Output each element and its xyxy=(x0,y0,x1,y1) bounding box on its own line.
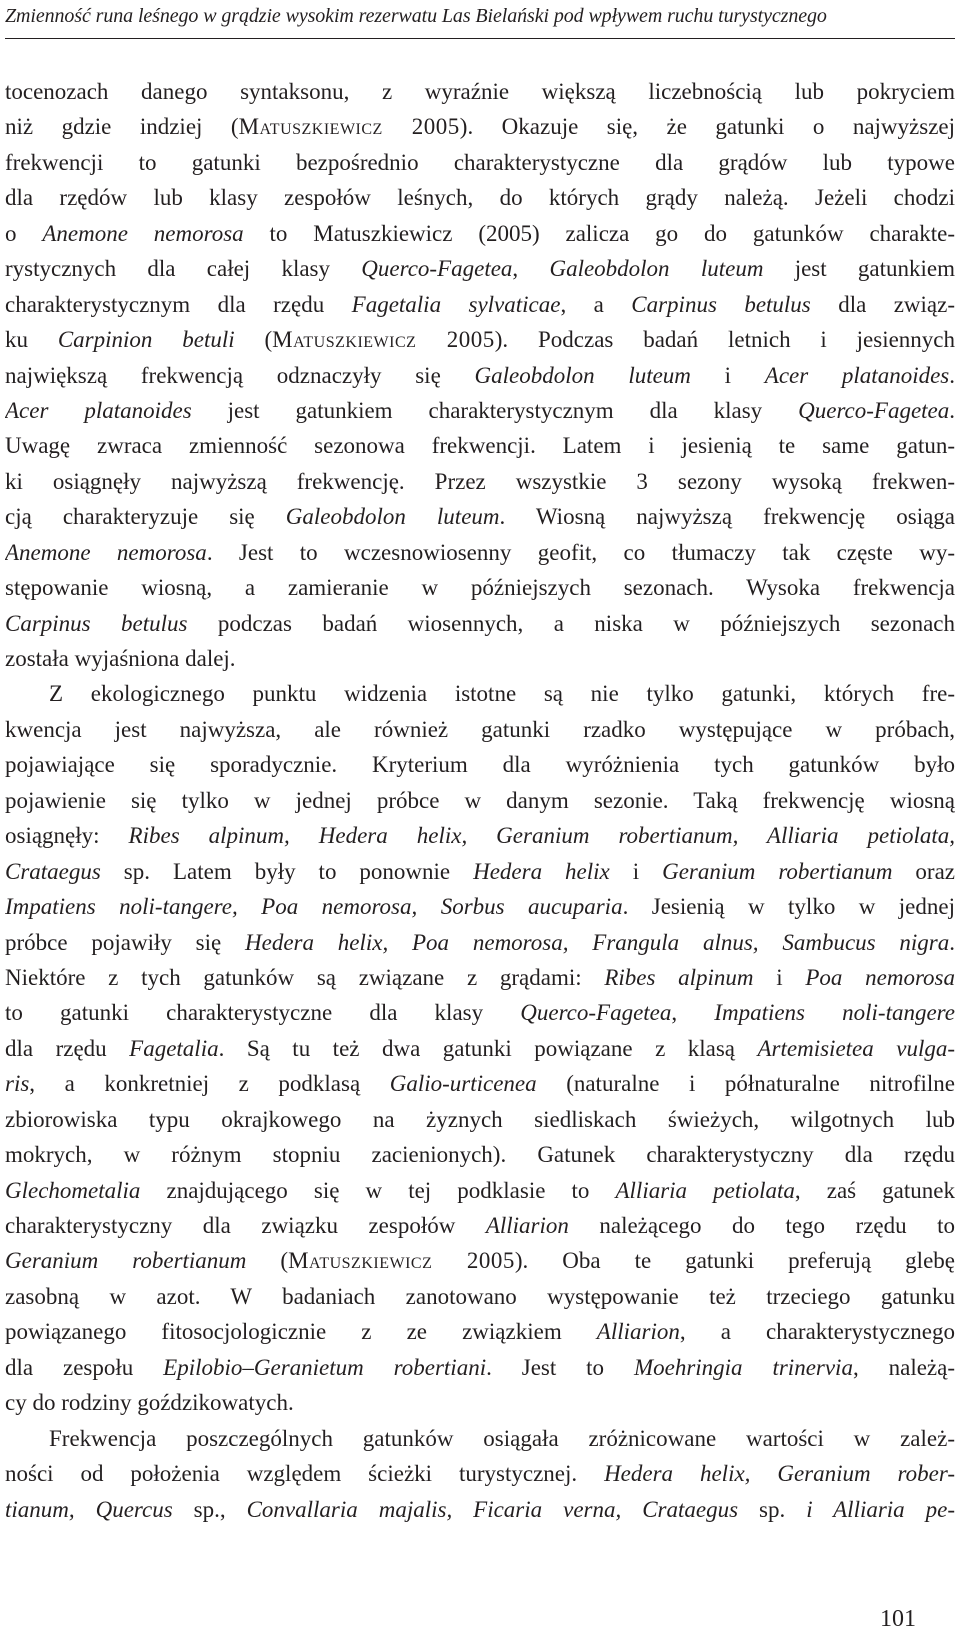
species-name: Crataegus xyxy=(5,858,101,884)
text-run: Niektóre z tych gatunków są związane z grądami: xyxy=(5,964,605,990)
text-run: . Są tu też dwa gatunki powiązane z klasą xyxy=(218,1035,758,1061)
text-run: dla związ- xyxy=(810,291,955,317)
species-name: Ribes alpinum, Hedera helix, Geranium robertianum, Alliaria petiolata, xyxy=(128,823,955,849)
text-line xyxy=(5,641,955,676)
text-run: . Jest to xyxy=(486,1354,634,1380)
text-run: , a konkretniej z podklasą xyxy=(29,1071,390,1097)
text-line xyxy=(5,1456,955,1491)
species-name: Querco-Fagetea xyxy=(798,397,950,423)
text-run: mokrych, w różnym stopniu zacienionych). Gatunek charakterystyczny dla rzędu xyxy=(5,1142,955,1168)
text-run: zasobną w azot. W badaniach zanotowano występowanie też trzeciego gatunku xyxy=(5,1283,955,1309)
text-run: Uwagę zwraca zmienność sezonowa frekwencji. Latem i jesienią te same gatun- xyxy=(5,433,955,459)
text-run: , xyxy=(512,256,550,282)
species-name: Acer platanoides xyxy=(5,397,192,423)
text-run: osiągnęły: xyxy=(5,823,129,849)
text-line xyxy=(5,995,955,1030)
text-run: pojawienie się tylko w jednej próbce w danym sezonie. Taką frekwencję wiosną xyxy=(5,787,955,813)
text-line xyxy=(5,216,955,251)
species-name: Hedera helix xyxy=(473,858,610,884)
text-run: ku xyxy=(5,327,58,353)
citation: Matuszkiewicz 2005 xyxy=(288,1248,515,1274)
species-name: Querco-Fagetea xyxy=(361,256,513,282)
species-name: Impatiens noli-tangere xyxy=(714,1000,955,1026)
text-run: cy do rodziny goździkowatych. xyxy=(5,1390,294,1416)
text-line xyxy=(5,145,955,180)
species-name: Poa nemorosa xyxy=(805,964,955,990)
text-line xyxy=(5,1066,955,1101)
species-name: Artemisietea vulga- xyxy=(757,1035,955,1061)
text-run: . xyxy=(949,362,955,388)
text-run: sp., xyxy=(172,1496,247,1522)
species-name: Geranium robertianum xyxy=(662,858,893,884)
text-run: ( xyxy=(234,327,273,353)
text-run: dla rzędów lub klasy zespołów leśnych, do których grądy należą. Jeżeli chodzi xyxy=(5,185,955,211)
species-name: Alliarion xyxy=(596,1319,680,1345)
species-name: Glechometalia xyxy=(5,1177,141,1203)
species-name: Fagetalia sylvaticae xyxy=(351,291,561,317)
text-line xyxy=(5,287,955,322)
text-run: niż gdzie indziej ( xyxy=(5,114,239,140)
text-line xyxy=(5,570,955,605)
citation: Matuszkiewicz 2005 xyxy=(272,327,495,353)
text-line xyxy=(5,180,955,215)
species-name: Acer platanoides xyxy=(764,362,950,388)
text-block xyxy=(5,74,955,1527)
species-name: Epilobio–Geranietum robertiani xyxy=(163,1354,487,1380)
text-line xyxy=(5,1385,955,1420)
species-name: Ribes alpinum xyxy=(604,964,754,990)
text-line xyxy=(5,783,955,818)
text-line xyxy=(5,499,955,534)
text-run: . xyxy=(949,929,955,955)
text-run: i xyxy=(690,362,765,388)
species-name: ris xyxy=(5,1071,30,1097)
text-line xyxy=(5,606,955,641)
text-line xyxy=(5,1137,955,1172)
text-line xyxy=(5,1031,955,1066)
species-name: Carpinus betulus xyxy=(631,291,811,317)
text-run: stępowanie wiosną, a zamieranie w późniejszych sezonach. Wysoka frekwencja xyxy=(5,575,955,601)
text-run: charakterystyczny dla związku zespołów xyxy=(5,1213,486,1238)
text-line xyxy=(5,393,955,428)
species-name: Fagetalia xyxy=(129,1035,219,1061)
text-line xyxy=(5,358,955,393)
text-run: cją charakteryzuje się xyxy=(5,504,286,530)
text-run: ki osiągnęły najwyższą frekwencję. Przez wszystkie 3 sezony wysoką frekwen- xyxy=(5,468,955,494)
text-run: (naturalne i półnaturalne nitrofilne xyxy=(536,1071,955,1097)
text-line xyxy=(5,1314,955,1349)
species-name: tianum, Quercus xyxy=(5,1496,173,1522)
text-run: powiązanego fitosocjologicznie z ze związkiem xyxy=(5,1319,597,1345)
text-line xyxy=(5,1243,955,1278)
text-run: została wyjaśniona dalej. xyxy=(5,646,236,671)
text-run: tocenozach danego syntaksonu, z wyraźnie większą liczebnością lub pokryciem xyxy=(5,79,955,104)
text-run: frekwencji to gatunki bezpośrednio charakterystyczne dla grądów lub typowe xyxy=(5,149,955,175)
page-number: 101 xyxy=(880,1606,916,1632)
text-line xyxy=(5,428,955,463)
text-run: zbiorowiska typu okrajkowego na żyznych siedliskach świeżych, wilgotnych lub xyxy=(5,1106,955,1132)
text-run: ). Okazuje się, że gatunki o najwyższej xyxy=(459,114,955,140)
text-line xyxy=(5,889,955,924)
text-run: . xyxy=(949,397,955,423)
species-name: Carpinion betuli xyxy=(57,327,235,353)
text-run: ności od położenia względem ścieżki turystycznej. xyxy=(5,1461,605,1487)
text-line xyxy=(5,322,955,357)
species-name: Impatiens noli-tangere, Poa nemorosa, Sorbus aucuparia xyxy=(5,894,623,920)
text-run: sp. xyxy=(738,1496,807,1522)
text-run: ( xyxy=(246,1248,289,1274)
text-line xyxy=(5,925,955,960)
species-name: Alliaria petiolata xyxy=(615,1177,795,1203)
text-run: znajdującego się w tej podklasie to xyxy=(140,1177,616,1203)
species-name: Galeobdolon luteum xyxy=(285,504,500,530)
text-run: podczas badań wiosennych, a niska w późniejszych sezonach xyxy=(187,610,955,636)
text-run: Frekwencja poszczególnych gatunków osiągała zróżnicowane wartości w zależ- xyxy=(49,1425,955,1451)
species-name: Hedera helix, Geranium rober- xyxy=(604,1461,955,1487)
citation: Matuszkiewicz 2005 xyxy=(238,114,460,140)
text-run: jest gatunkiem charakterystycznym dla klasy xyxy=(191,397,799,423)
text-run: i xyxy=(753,964,806,990)
text-run: oraz xyxy=(892,858,955,884)
text-line xyxy=(5,464,955,499)
text-line xyxy=(5,1208,955,1243)
species-name: Moehringia trinervia xyxy=(633,1354,853,1380)
text-run: o xyxy=(5,220,43,246)
text-run: Z ekologicznego punktu widzenia istotne są nie tylko gatunki, których fre- xyxy=(49,681,955,707)
text-run: charakterystycznym dla rzędu xyxy=(5,291,352,317)
species-name: i Alliaria pe- xyxy=(806,1496,955,1522)
text-run: jest gatunkiem xyxy=(763,256,955,282)
text-run: rystycznych dla całej klasy xyxy=(5,256,362,282)
species-name: Hedera helix, Poa nemorosa, Frangula alnus, Sambucus nigra xyxy=(245,929,950,955)
text-run: ). Oba te gatunki preferują glebę xyxy=(514,1248,955,1274)
text-run: , a charakterystycznego xyxy=(679,1319,955,1345)
text-run: . Jest to wczesnowiosenny geofit, co tłumaczy tak częste wy- xyxy=(206,539,955,565)
text-run: należącego do tego rzędu to xyxy=(568,1213,955,1238)
running-header-title: Zmienność runa leśnego w grądzie wysokim rezerwatu Las Bielański pod wpływem ruchu turystycznego xyxy=(5,5,827,27)
text-line xyxy=(5,747,955,782)
species-name: Galeobdolon luteum xyxy=(474,362,691,388)
running-header xyxy=(5,0,955,39)
species-name: Geranium robertianum xyxy=(5,1248,247,1274)
text-line xyxy=(5,1173,955,1208)
text-run: to Matuszkiewicz (2005) zalicza go do gatunków charakte- xyxy=(243,220,955,246)
species-name: Carpinus betulus xyxy=(5,610,188,636)
species-name: Anemone nemorosa xyxy=(5,539,207,565)
species-name: Querco-Fagetea xyxy=(520,1000,672,1026)
text-run: pojawiające się sporadycznie. Kryterium dla wyróżnienia tych gatunków było xyxy=(5,752,955,778)
text-line xyxy=(5,676,955,711)
text-run: to gatunki charakterystyczne dla klasy xyxy=(5,1000,521,1026)
text-run: największą frekwencją odznaczyły się xyxy=(5,362,475,388)
text-run: sp. Latem były to ponownie xyxy=(100,858,474,884)
text-run: i xyxy=(609,858,663,884)
text-run: ). Podczas badań letnich i jesiennych xyxy=(494,327,955,353)
text-line xyxy=(5,535,955,570)
text-line xyxy=(5,1279,955,1314)
text-line xyxy=(5,854,955,889)
text-line xyxy=(5,712,955,747)
species-name: Galio-urticenea xyxy=(389,1071,537,1097)
text-line xyxy=(5,109,955,144)
text-line xyxy=(5,251,955,286)
text-line xyxy=(5,960,955,995)
text-run: , należą- xyxy=(852,1354,955,1380)
text-run: . Jesienią w tylko w jednej xyxy=(622,894,955,920)
body-text xyxy=(5,74,955,1527)
text-run: . Wiosną najwyższą frekwencję osiąga xyxy=(499,504,955,530)
species-name: Galeobdolon luteum xyxy=(549,256,764,282)
text-run: kwencja jest najwyższa, ale również gatunki rzadko występujące w próbach, xyxy=(5,716,955,742)
text-line xyxy=(5,1492,955,1527)
text-line xyxy=(5,1350,955,1385)
text-run: , zaś gatunek xyxy=(794,1177,955,1203)
species-name: Convallaria majalis, Ficaria verna, Crataegus xyxy=(246,1496,739,1522)
text-run: dla rzędu xyxy=(5,1035,130,1061)
text-line xyxy=(5,1102,955,1137)
text-line xyxy=(5,74,955,109)
text-line xyxy=(5,818,955,853)
species-name: Anemone nemorosa xyxy=(42,220,244,246)
text-run: próbce pojawiły się xyxy=(5,929,245,955)
text-run: , xyxy=(671,1000,715,1026)
text-run: , a xyxy=(560,291,632,317)
text-line xyxy=(5,1421,955,1456)
species-name: Alliarion xyxy=(485,1213,569,1238)
text-run: dla zespołu xyxy=(5,1354,164,1380)
